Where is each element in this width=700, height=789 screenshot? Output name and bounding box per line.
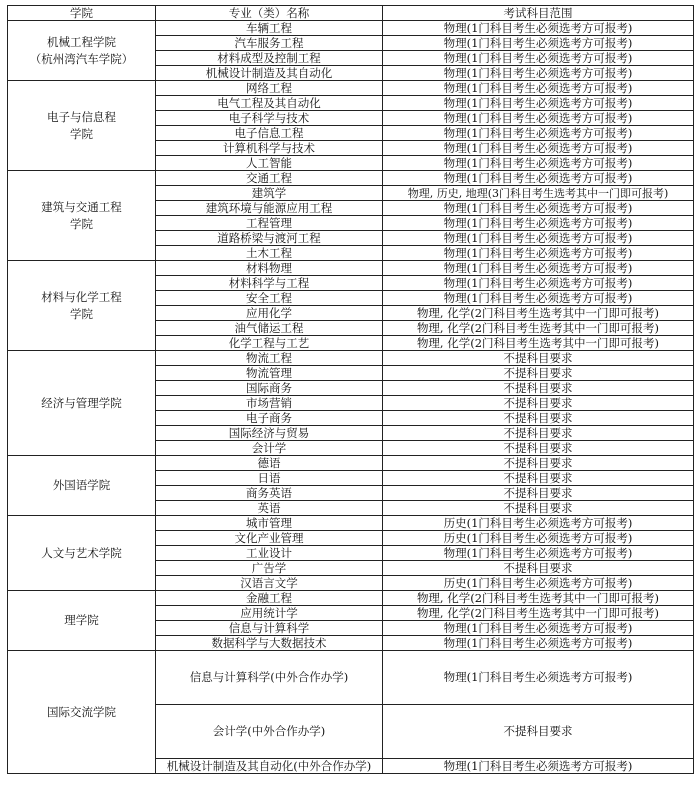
subject-requirement-cell: 物理(1门科目考生必须选考方可报考) bbox=[383, 261, 694, 276]
major-cell: 英语 bbox=[156, 501, 383, 516]
subject-requirement-cell: 物理(1门科目考生必须选考方可报考) bbox=[383, 651, 694, 705]
college-name-line: 材料与化学工程 bbox=[41, 289, 122, 304]
major-cell: 土木工程 bbox=[156, 246, 383, 261]
college-cell bbox=[8, 351, 156, 456]
major-cell: 信息与计算科学 bbox=[156, 621, 383, 636]
major-cell: 工业设计 bbox=[156, 546, 383, 561]
major-cell: 日语 bbox=[156, 471, 383, 486]
college-cell bbox=[8, 261, 156, 351]
subject-requirements-table bbox=[7, 5, 694, 774]
major-cell: 物流工程 bbox=[156, 351, 383, 366]
subject-requirement-cell: 历史(1门科目考生必须选考方可报考) bbox=[383, 516, 694, 531]
subject-requirement-cell: 物理(1门科目考生必须选考方可报考) bbox=[383, 21, 694, 36]
subject-requirement-cell: 不提科目要求 bbox=[383, 471, 694, 486]
subject-requirement-cell: 不提科目要求 bbox=[383, 351, 694, 366]
college-cell bbox=[8, 81, 156, 171]
college-name-line: 机械工程学院 bbox=[47, 34, 116, 49]
table-row bbox=[8, 351, 694, 366]
college-cell bbox=[8, 651, 156, 774]
subject-requirement-cell: 物理(1门科目考生必须选考方可报考) bbox=[383, 276, 694, 291]
major-cell: 材料物理 bbox=[156, 261, 383, 276]
college-name-line: （杭州湾汽车学院） bbox=[29, 51, 134, 66]
major-cell: 金融工程 bbox=[156, 591, 383, 606]
major-cell: 汉语言文学 bbox=[156, 576, 383, 591]
major-cell: 应用化学 bbox=[156, 306, 383, 321]
subject-requirement-cell: 不提科目要求 bbox=[383, 396, 694, 411]
header-row bbox=[8, 6, 694, 21]
subject-requirement-cell: 物理(1门科目考生必须选考方可报考) bbox=[383, 216, 694, 231]
college-name-line: 电子与信息程 bbox=[47, 109, 116, 124]
major-cell: 交通工程 bbox=[156, 171, 383, 186]
table-row bbox=[8, 171, 694, 186]
subject-requirement-cell: 物理, 化学(2门科目考生选考其中一门即可报考) bbox=[383, 321, 694, 336]
major-cell: 广告学 bbox=[156, 561, 383, 576]
major-cell: 德语 bbox=[156, 456, 383, 471]
college-cell bbox=[8, 21, 156, 81]
subject-requirement-cell: 不提科目要求 bbox=[383, 501, 694, 516]
major-cell: 物流管理 bbox=[156, 366, 383, 381]
subject-requirement-cell: 物理(1门科目考生必须选考方可报考) bbox=[383, 291, 694, 306]
subject-requirement-cell: 物理(1门科目考生必须选考方可报考) bbox=[383, 111, 694, 126]
header-major: 专业（类）名称 bbox=[156, 6, 383, 21]
subject-requirement-cell: 不提科目要求 bbox=[383, 441, 694, 456]
major-cell: 信息与计算科学(中外合作办学) bbox=[156, 651, 383, 705]
major-cell: 网络工程 bbox=[156, 81, 383, 96]
major-cell: 电气工程及其自动化 bbox=[156, 96, 383, 111]
subject-requirement-cell: 不提科目要求 bbox=[383, 561, 694, 576]
major-cell: 数据科学与大数据技术 bbox=[156, 636, 383, 651]
subject-requirement-cell: 不提科目要求 bbox=[383, 381, 694, 396]
table-row bbox=[8, 456, 694, 471]
subject-requirement-cell: 物理, 历史, 地理(3门科目考生选考其中一门即可报考) bbox=[383, 186, 694, 201]
table-row bbox=[8, 651, 694, 705]
major-cell: 机械设计制造及其自动化 bbox=[156, 66, 383, 81]
college-cell bbox=[8, 171, 156, 261]
table-row bbox=[8, 261, 694, 276]
subject-requirement-cell: 物理(1门科目考生必须选考方可报考) bbox=[383, 66, 694, 81]
major-cell: 商务英语 bbox=[156, 486, 383, 501]
subject-requirement-cell: 不提科目要求 bbox=[383, 366, 694, 381]
college-name-line: 学院 bbox=[70, 126, 93, 141]
major-cell: 汽车服务工程 bbox=[156, 36, 383, 51]
major-cell: 材料科学与工程 bbox=[156, 276, 383, 291]
college-cell bbox=[8, 591, 156, 651]
subject-requirement-cell: 物理(1门科目考生必须选考方可报考) bbox=[383, 759, 694, 774]
subject-requirement-cell: 历史(1门科目考生必须选考方可报考) bbox=[383, 531, 694, 546]
major-cell: 机械设计制造及其自动化(中外合作办学) bbox=[156, 759, 383, 774]
college-name-line: 人文与艺术学院 bbox=[41, 545, 122, 560]
major-cell: 市场营销 bbox=[156, 396, 383, 411]
college-cell bbox=[8, 516, 156, 591]
college-name-line: 学院 bbox=[70, 306, 93, 321]
major-cell: 材料成型及控制工程 bbox=[156, 51, 383, 66]
subject-requirement-cell: 物理(1门科目考生必须选考方可报考) bbox=[383, 231, 694, 246]
subject-requirement-cell: 不提科目要求 bbox=[383, 456, 694, 471]
major-cell: 计算机科学与技术 bbox=[156, 141, 383, 156]
header-college: 学院 bbox=[8, 6, 156, 21]
header-subjects: 考试科目范围 bbox=[383, 6, 694, 21]
major-cell: 文化产业管理 bbox=[156, 531, 383, 546]
subject-requirement-cell: 物理(1门科目考生必须选考方可报考) bbox=[383, 96, 694, 111]
major-cell: 工程管理 bbox=[156, 216, 383, 231]
major-cell: 建筑环境与能源应用工程 bbox=[156, 201, 383, 216]
subject-requirement-cell: 物理(1门科目考生必须选考方可报考) bbox=[383, 126, 694, 141]
subject-requirement-cell: 物理(1门科目考生必须选考方可报考) bbox=[383, 636, 694, 651]
subject-requirement-cell: 物理, 化学(2门科目考生选考其中一门即可报考) bbox=[383, 336, 694, 351]
subject-requirement-cell: 不提科目要求 bbox=[383, 426, 694, 441]
subject-requirement-cell: 物理(1门科目考生必须选考方可报考) bbox=[383, 156, 694, 171]
subject-requirement-cell: 物理, 化学(2门科目考生选考其中一门即可报考) bbox=[383, 606, 694, 621]
subject-requirement-cell: 历史(1门科目考生必须选考方可报考) bbox=[383, 576, 694, 591]
major-cell: 会计学 bbox=[156, 441, 383, 456]
subject-requirement-cell: 不提科目要求 bbox=[383, 411, 694, 426]
table-row bbox=[8, 591, 694, 606]
table-body bbox=[8, 21, 694, 774]
major-cell: 油气储运工程 bbox=[156, 321, 383, 336]
subject-requirement-cell: 物理(1门科目考生必须选考方可报考) bbox=[383, 51, 694, 66]
major-cell: 电子科学与技术 bbox=[156, 111, 383, 126]
major-cell: 城市管理 bbox=[156, 516, 383, 531]
college-name-line: 经济与管理学院 bbox=[41, 395, 122, 410]
subject-requirement-cell: 物理(1门科目考生必须选考方可报考) bbox=[383, 621, 694, 636]
subject-requirement-cell: 不提科目要求 bbox=[383, 705, 694, 759]
college-name-line: 学院 bbox=[70, 216, 93, 231]
subject-requirement-cell: 物理(1门科目考生必须选考方可报考) bbox=[383, 141, 694, 156]
subject-requirement-cell: 物理(1门科目考生必须选考方可报考) bbox=[383, 201, 694, 216]
college-name-line: 理学院 bbox=[64, 613, 99, 627]
major-cell: 国际经济与贸易 bbox=[156, 426, 383, 441]
table-row bbox=[8, 81, 694, 96]
major-cell: 人工智能 bbox=[156, 156, 383, 171]
major-cell: 道路桥梁与渡河工程 bbox=[156, 231, 383, 246]
major-cell: 会计学(中外合作办学) bbox=[156, 705, 383, 759]
subject-requirement-cell: 物理(1门科目考生必须选考方可报考) bbox=[383, 171, 694, 186]
major-cell: 安全工程 bbox=[156, 291, 383, 306]
subject-requirement-cell: 物理(1门科目考生必须选考方可报考) bbox=[383, 246, 694, 261]
subject-requirement-cell: 物理, 化学(2门科目考生选考其中一门即可报考) bbox=[383, 306, 694, 321]
subject-requirement-cell: 物理(1门科目考生必须选考方可报考) bbox=[383, 546, 694, 561]
major-cell: 建筑学 bbox=[156, 186, 383, 201]
document-page bbox=[7, 5, 693, 774]
college-name-line: 外国语学院 bbox=[52, 478, 111, 492]
college-name-line: 国际交流学院 bbox=[47, 704, 116, 719]
college-cell bbox=[8, 456, 156, 516]
major-cell: 化学工程与工艺 bbox=[156, 336, 383, 351]
table-row bbox=[8, 21, 694, 36]
major-cell: 车辆工程 bbox=[156, 21, 383, 36]
major-cell: 电子信息工程 bbox=[156, 126, 383, 141]
subject-requirement-cell: 物理(1门科目考生必须选考方可报考) bbox=[383, 36, 694, 51]
major-cell: 应用统计学 bbox=[156, 606, 383, 621]
major-cell: 国际商务 bbox=[156, 381, 383, 396]
table-row bbox=[8, 516, 694, 531]
subject-requirement-cell: 不提科目要求 bbox=[383, 486, 694, 501]
subject-requirement-cell: 物理, 化学(2门科目考生选考其中一门即可报考) bbox=[383, 591, 694, 606]
major-cell: 电子商务 bbox=[156, 411, 383, 426]
college-name-line: 建筑与交通工程 bbox=[41, 199, 122, 214]
subject-requirement-cell: 物理(1门科目考生必须选考方可报考) bbox=[383, 81, 694, 96]
